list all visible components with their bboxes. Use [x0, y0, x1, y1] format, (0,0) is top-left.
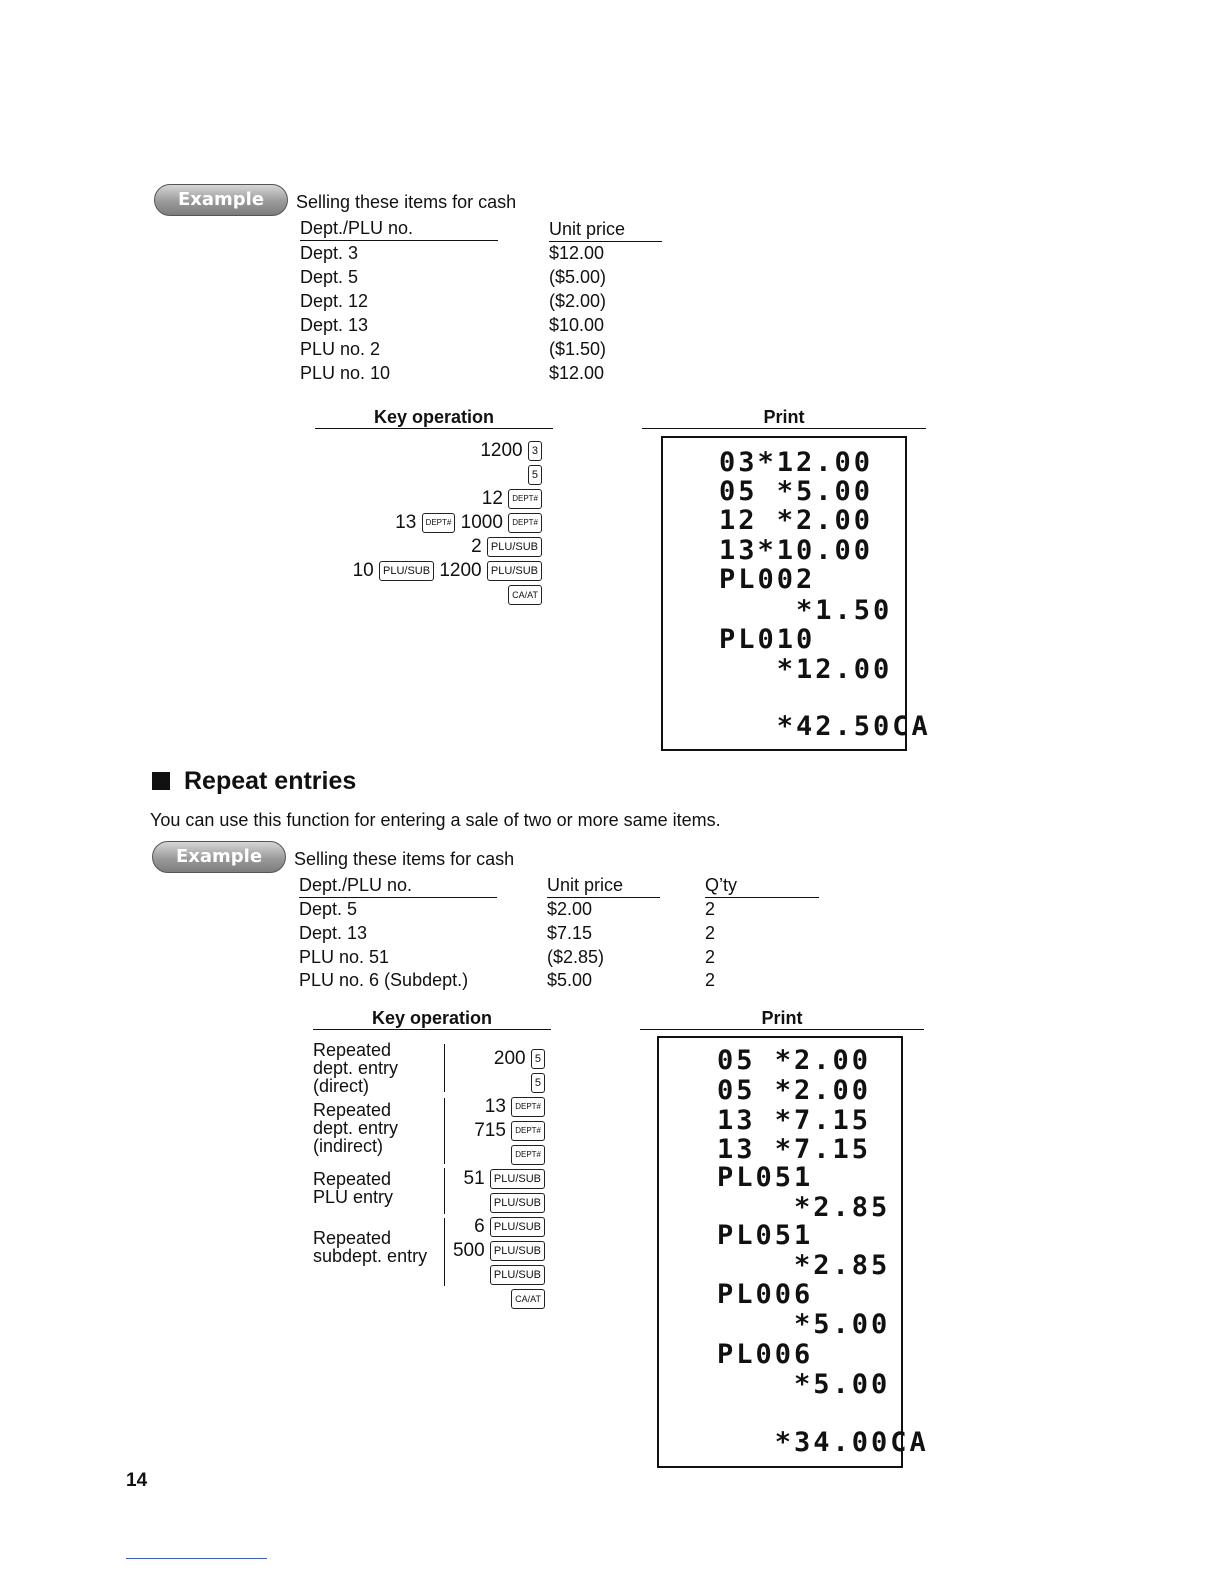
entry-number: 1000 — [460, 512, 503, 533]
receipt-line: 05 *5.00 — [719, 476, 874, 507]
receipt-print — [657, 1036, 929, 1468]
table-cell-price: ($1.50) — [549, 339, 607, 359]
table-cell-dept: Dept. 12 — [300, 291, 369, 311]
dept-number-key: DEPT# — [511, 1145, 545, 1165]
table-cell-price: $2.00 — [547, 899, 593, 919]
receipt-line: PL010 — [719, 624, 816, 655]
table-cell-price: $7.15 — [547, 923, 593, 943]
entry-number: 6 — [474, 1216, 485, 1237]
example-intro: Selling these items for cash — [296, 192, 517, 212]
key-row — [528, 463, 542, 487]
entry-number: 13 — [484, 1096, 506, 1117]
table-header-qty: Q’ty — [705, 873, 819, 898]
receipt-line: PL006 — [717, 1279, 814, 1310]
key-row — [464, 1167, 546, 1191]
table-header-unit-price: Unit price — [549, 217, 662, 242]
group-label-repeated-dept-direct: Repeated dept. entry (direct) — [313, 1040, 399, 1096]
table-cell-dept: Dept. 5 — [299, 899, 358, 919]
key-row — [471, 535, 542, 559]
group-brace — [444, 1218, 451, 1286]
table-header-dept: Dept./PLU no. — [300, 216, 498, 241]
plu-sub-key: PLU/SUB — [490, 1241, 545, 1261]
table-cell-dept: PLU no. 6 (Subdept.) — [299, 970, 469, 990]
receipt-line: *1.50 — [719, 595, 893, 626]
table-cell-qty: 2 — [705, 923, 716, 943]
divider — [642, 428, 926, 429]
example-intro: Selling these items for cash — [294, 849, 515, 869]
key-row — [490, 1263, 545, 1287]
receipt-line: *5.00 — [717, 1369, 891, 1400]
group-label-repeated-subdept: Repeated subdept. entry — [313, 1228, 428, 1266]
print-heading: Print — [763, 407, 805, 427]
plu-sub-key: PLU/SUB — [490, 1169, 545, 1189]
table-cell-qty: 2 — [705, 970, 716, 990]
section-bullet — [152, 772, 170, 790]
key-row — [482, 487, 542, 511]
key-row — [508, 583, 542, 607]
example-badge: Example — [152, 841, 286, 873]
plu-sub-key: PLU/SUB — [487, 537, 542, 557]
table-cell-price: ($2.00) — [549, 291, 607, 311]
table-cell-dept: PLU no. 51 — [299, 947, 390, 967]
key-row — [453, 1239, 545, 1263]
footer-rule — [126, 1558, 267, 1559]
table-header-unit-price: Unit price — [547, 873, 660, 898]
section-title: Repeat entries — [184, 767, 357, 795]
dept-number-key: DEPT# — [422, 513, 456, 533]
table-cell-dept: Dept. 13 — [300, 315, 369, 335]
print-heading: Print — [761, 1008, 803, 1028]
receipt-total-line: *34.00CA — [717, 1427, 929, 1458]
table-cell-dept: Dept. 5 — [300, 267, 359, 287]
dept-number-key: DEPT# — [511, 1121, 545, 1141]
entry-number: 1200 — [480, 440, 523, 461]
plu-sub-key: PLU/SUB — [490, 1265, 545, 1285]
key-row — [511, 1287, 545, 1311]
table-cell-price: $10.00 — [549, 315, 605, 335]
dept-number-key: DEPT# — [511, 1097, 545, 1117]
table-cell-qty: 2 — [705, 899, 716, 919]
section-description: You can use this function for entering a sale of two or more same items. — [150, 810, 721, 830]
table-cell-qty: 2 — [705, 947, 716, 967]
group-brace — [444, 1044, 451, 1092]
divider — [315, 428, 553, 429]
receipt-line: 03*12.00 — [719, 447, 874, 478]
key-row — [511, 1143, 545, 1167]
receipt-line: PL002 — [719, 564, 816, 595]
dept-number-key: DEPT# — [508, 513, 542, 533]
group-label-repeated-dept-indirect: Repeated dept. entry (indirect) — [313, 1100, 399, 1156]
entry-number: 1200 — [439, 560, 482, 581]
dept-key: 5 — [528, 465, 542, 485]
receipt-line: 13*10.00 — [719, 535, 874, 566]
key-row — [474, 1119, 545, 1143]
table-cell-price: $12.00 — [549, 243, 605, 263]
table-cell-price: $5.00 — [547, 970, 593, 990]
divider — [313, 1029, 551, 1030]
table-cell-price: ($2.85) — [547, 947, 605, 967]
key-row — [494, 1047, 545, 1071]
receipt-line: 13 *7.15 — [717, 1105, 872, 1136]
key-row — [353, 559, 542, 583]
ca-at-key: CA/AT — [508, 585, 542, 605]
table-header-dept: Dept./PLU no. — [299, 873, 497, 898]
receipt-total-line: *42.50CA — [719, 711, 931, 742]
table-cell-dept: Dept. 13 — [299, 923, 368, 943]
dept-key: 5 — [531, 1073, 545, 1093]
table-cell-dept: Dept. 3 — [300, 243, 359, 263]
key-operation-heading: Key operation — [371, 1008, 493, 1028]
receipt-line: 13 *7.15 — [717, 1134, 872, 1165]
receipt-line: 05 *2.00 — [717, 1045, 872, 1076]
group-label-repeated-plu: Repeated PLU entry — [313, 1169, 394, 1207]
key-row — [474, 1215, 545, 1239]
entry-number: 13 — [395, 512, 417, 533]
receipt-line: PL051 — [717, 1162, 814, 1193]
receipt-line: PL006 — [717, 1339, 814, 1370]
table-cell-dept: PLU no. 2 — [300, 339, 381, 359]
entry-number: 2 — [471, 536, 482, 557]
key-row — [531, 1071, 545, 1095]
entry-number: 12 — [481, 488, 503, 509]
receipt-line: *2.85 — [717, 1250, 891, 1281]
receipt-line: *2.85 — [717, 1192, 891, 1223]
key-row — [395, 511, 542, 535]
receipt-line: 12 *2.00 — [719, 505, 874, 536]
key-row — [485, 1095, 545, 1119]
key-row — [490, 1191, 545, 1215]
key-row — [480, 439, 542, 463]
dept-key: 5 — [531, 1049, 545, 1069]
divider — [640, 1029, 924, 1030]
plu-sub-key: PLU/SUB — [490, 1217, 545, 1237]
receipt-line: PL051 — [717, 1220, 814, 1251]
plu-sub-key: PLU/SUB — [487, 561, 542, 581]
plu-sub-key: PLU/SUB — [490, 1193, 545, 1213]
page-number: 14 — [126, 1470, 148, 1491]
key-operation-heading: Key operation — [373, 407, 495, 427]
entry-number: 715 — [474, 1120, 506, 1141]
entry-number: 500 — [452, 1240, 485, 1261]
example-badge: Example — [154, 184, 288, 216]
entry-number: 200 — [493, 1048, 526, 1069]
group-brace — [444, 1098, 451, 1164]
plu-sub-key: PLU/SUB — [379, 561, 434, 581]
dept-number-key: DEPT# — [508, 489, 542, 509]
table-cell-dept: PLU no. 10 — [300, 363, 391, 383]
group-brace — [444, 1168, 451, 1214]
table-cell-price: ($5.00) — [549, 267, 607, 287]
receipt-print — [661, 436, 931, 751]
table-cell-price: $12.00 — [549, 363, 605, 383]
receipt-line: *5.00 — [717, 1309, 891, 1340]
receipt-line: 05 *2.00 — [717, 1075, 872, 1106]
ca-at-key: CA/AT — [511, 1289, 545, 1309]
dept-key: 3 — [528, 441, 542, 461]
entry-number: 51 — [463, 1168, 485, 1189]
receipt-line: *12.00 — [719, 654, 893, 685]
entry-number: 10 — [352, 560, 374, 581]
